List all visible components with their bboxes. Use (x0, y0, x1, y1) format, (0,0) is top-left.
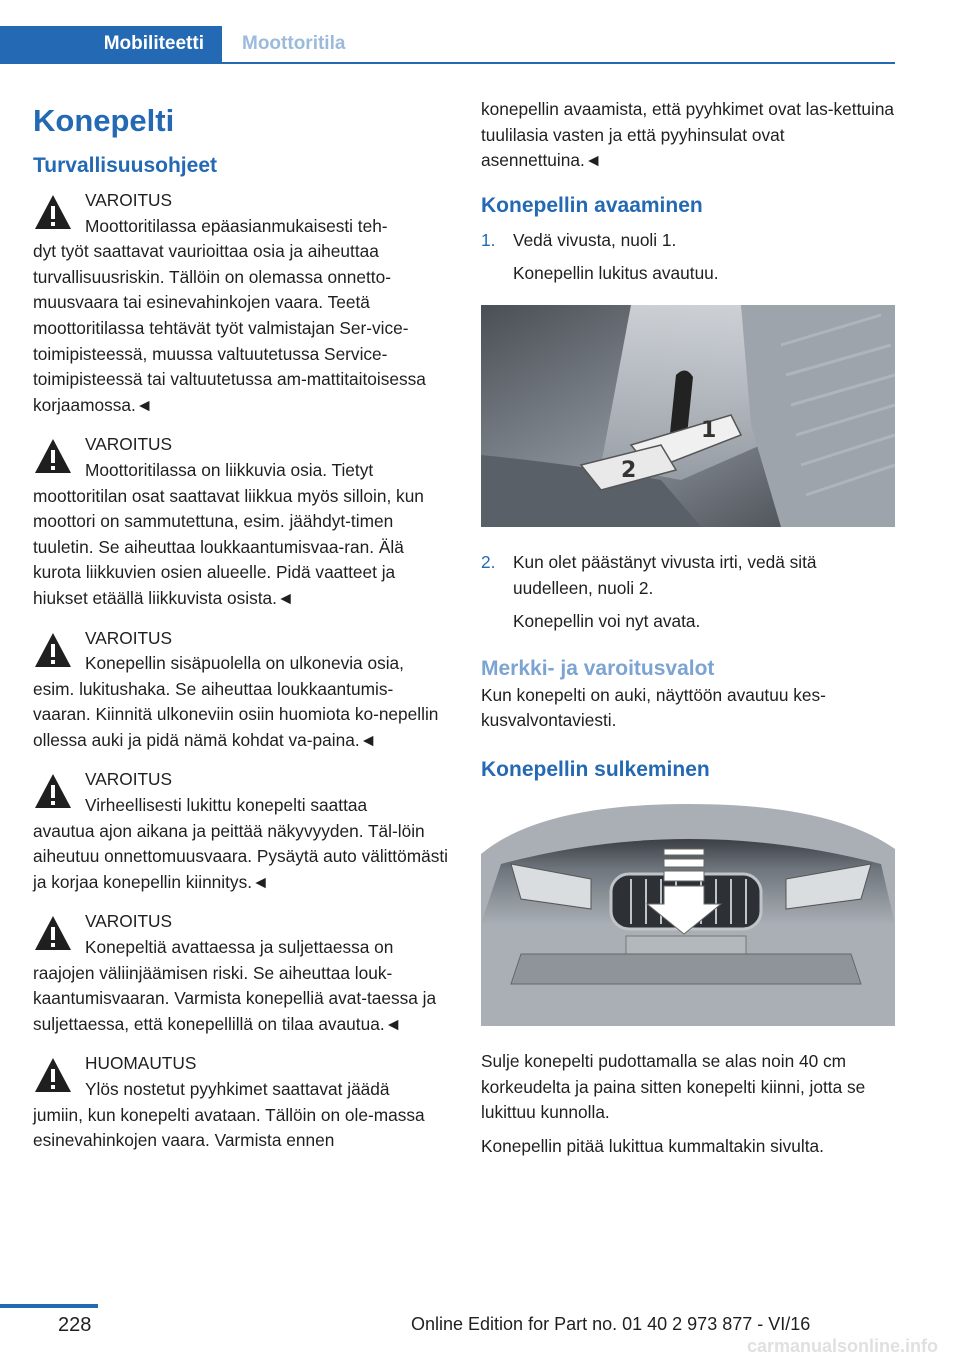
step-text: Kun olet päästänyt vivusta irti, vedä sitä uudelleen, nuoli 2. (513, 551, 817, 598)
close-instructions: Sulje konepelti pudottamalla se alas noin 40 cm korkeudelta ja paina sitten konepelti kiinni, jotta se lukittuu kunnolla. (481, 1050, 866, 1123)
warning-label: VAROITUS (85, 769, 173, 790)
warning-text: raajojen väliinjäämisen riski. Se aiheuttaa louk-kaantumisvaaran. Varmista konepelliä avat-taessa ja suljettaessa, että konepellillä on tilaa avautua.◄ (33, 962, 437, 1034)
tab-moottoritila[interactable]: Moottoritila (242, 33, 346, 54)
step-result: Konepellin lukitus avautuu. (513, 263, 719, 284)
warning-block (33, 909, 448, 1037)
warning-first-line: Konepeltiä avattaessa ja suljettaessa on (85, 937, 394, 958)
warning-label: VAROITUS (85, 911, 173, 932)
warning-block (33, 767, 448, 895)
warning-first-line: Moottoritilassa epäasianmukaisesti teh- (85, 215, 388, 236)
warning-label: VAROITUS (85, 190, 173, 210)
warning-block (33, 626, 448, 754)
warning-text: esim. lukitushaka. Se aiheuttaa loukkaantumis-vaaran. Kiinnitä ulkoneviin osiin huomiota ko-nepellin ollessa auki ja pidä nämä kohdat va-paina.◄ (33, 678, 439, 750)
warning-label: VAROITUS (85, 434, 173, 455)
warning-triangle-icon (33, 192, 73, 236)
section-heading-safety: Turvallisuusohjeet (33, 154, 217, 177)
warning-text: dyt työt saattavat vaurioittaa osia ja aiheuttaa turvallisuusriskin. Tällöin on olemassa onnetto-muusvaara tai esinevahinkojen vaara. Teetä moottoritilassa tehtävät työt valmistajan Ser-vice-toimipisteessä, muussa valtuutetussa Service-toimipisteessä tai valtuutetussa am-mattitaitoisessa korjaamossa.◄ (33, 241, 426, 415)
edition-footer: Online Edition for Part no. 01 40 2 973 877 - VI/16 (411, 1314, 811, 1334)
warning-header (33, 188, 448, 239)
warning-triangle-icon (33, 630, 73, 674)
warning-head-text (85, 626, 404, 677)
step-result: Konepellin voi nyt avata. (513, 611, 701, 632)
close-note: Konepellin pitää lukittua kummaltakin sivulta. (481, 1135, 824, 1156)
right-column (481, 97, 895, 1159)
warning-label: VAROITUS (85, 627, 173, 648)
watermark: carmanualsonline.info (747, 1336, 939, 1356)
warning-first-line: Konepellin sisäpuolella on ulkonevia osia, (85, 653, 404, 674)
warning-continuation: konepellin avaamista, että pyyhkimet ovat las-kettuina tuulilasia vasten ja että pyyhinsulat ovat asennettuina.◄ (481, 99, 895, 171)
warning-triangle-icon (33, 771, 73, 815)
step-text: Vedä vivusta, nuoli 1. (513, 229, 677, 250)
warning-first-line: Moottoritilassa on liikkuvia osia. Tietyt (85, 459, 374, 480)
warning-head-text (85, 432, 373, 483)
step-number: 2. (481, 551, 496, 572)
left-column (33, 100, 448, 1168)
warning-head-text (85, 188, 388, 239)
page-title: Konepelti (33, 103, 175, 138)
step-2 (481, 550, 895, 601)
warning-first-line: Ylös nostetut pyyhkimet saattavat jäädä (85, 1079, 390, 1099)
hood-release-lever-image (481, 305, 895, 527)
page-number-bar (0, 1304, 98, 1308)
warning-head-text (85, 909, 393, 960)
lamps-text: Kun konepelti on auki, näyttöön avautuu kes-kusvalvontaviesti. (481, 684, 826, 731)
arrow-2-label: 2 (621, 457, 637, 483)
warning-text: moottoritilan osat saattavat liikkua myös silloin, kun moottori on sammutettuna, esim. jäähdyt-timen tuuletin. Se aiheuttaa loukkaantumisvaa-ran. Älä kurota liikkuvien osien alueelle. Pidä vaatteet ja hiukset etäällä liikkuvista osista.◄ (33, 485, 424, 608)
warning-block (33, 188, 448, 418)
warning-head-text (85, 767, 367, 818)
warning-head-text (85, 1051, 390, 1102)
warnings-list (33, 188, 448, 1154)
warning-label: HUOMAUTUS (85, 1053, 197, 1074)
arrow-1-label: 1 (701, 417, 717, 443)
warning-header (33, 1051, 448, 1102)
warning-block (33, 432, 448, 611)
warning-triangle-icon (33, 913, 73, 957)
warning-header (33, 626, 448, 677)
warning-first-line: Virheellisesti lukittu konepelti saattaa (85, 795, 368, 816)
warning-block (33, 1051, 448, 1153)
warning-triangle-icon (33, 436, 73, 480)
warning-text: jumiin, kun konepelti avataan. Tällöin on ole-massa esinevahinkojen vaara. Varmista ennen (33, 1104, 425, 1151)
section-heading-close: Konepellin sulkeminen (481, 757, 710, 781)
warning-header (33, 432, 448, 483)
warning-triangle-icon (33, 1055, 73, 1099)
page-number: 228 (58, 1314, 92, 1336)
warning-header (33, 767, 448, 818)
step-number: 1. (481, 229, 496, 250)
warning-text: avautua ajon aikana ja peittää näkyvyyden. Täl-löin aiheutuu onnettomuusvaara. Pysäytä auto välittömästi ja korjaa konepellin kiinnitys.◄ (33, 820, 448, 892)
section-heading-open: Konepellin avaaminen (481, 193, 703, 217)
closing-hood-image (481, 804, 895, 1026)
warning-header (33, 909, 448, 960)
step-1 (481, 228, 895, 254)
chapter-tabbar (0, 26, 895, 64)
tab-mobiliteetti[interactable]: Mobiliteetti (0, 26, 222, 62)
section-heading-lamps: Merkki- ja varoitusvalot (481, 656, 715, 680)
